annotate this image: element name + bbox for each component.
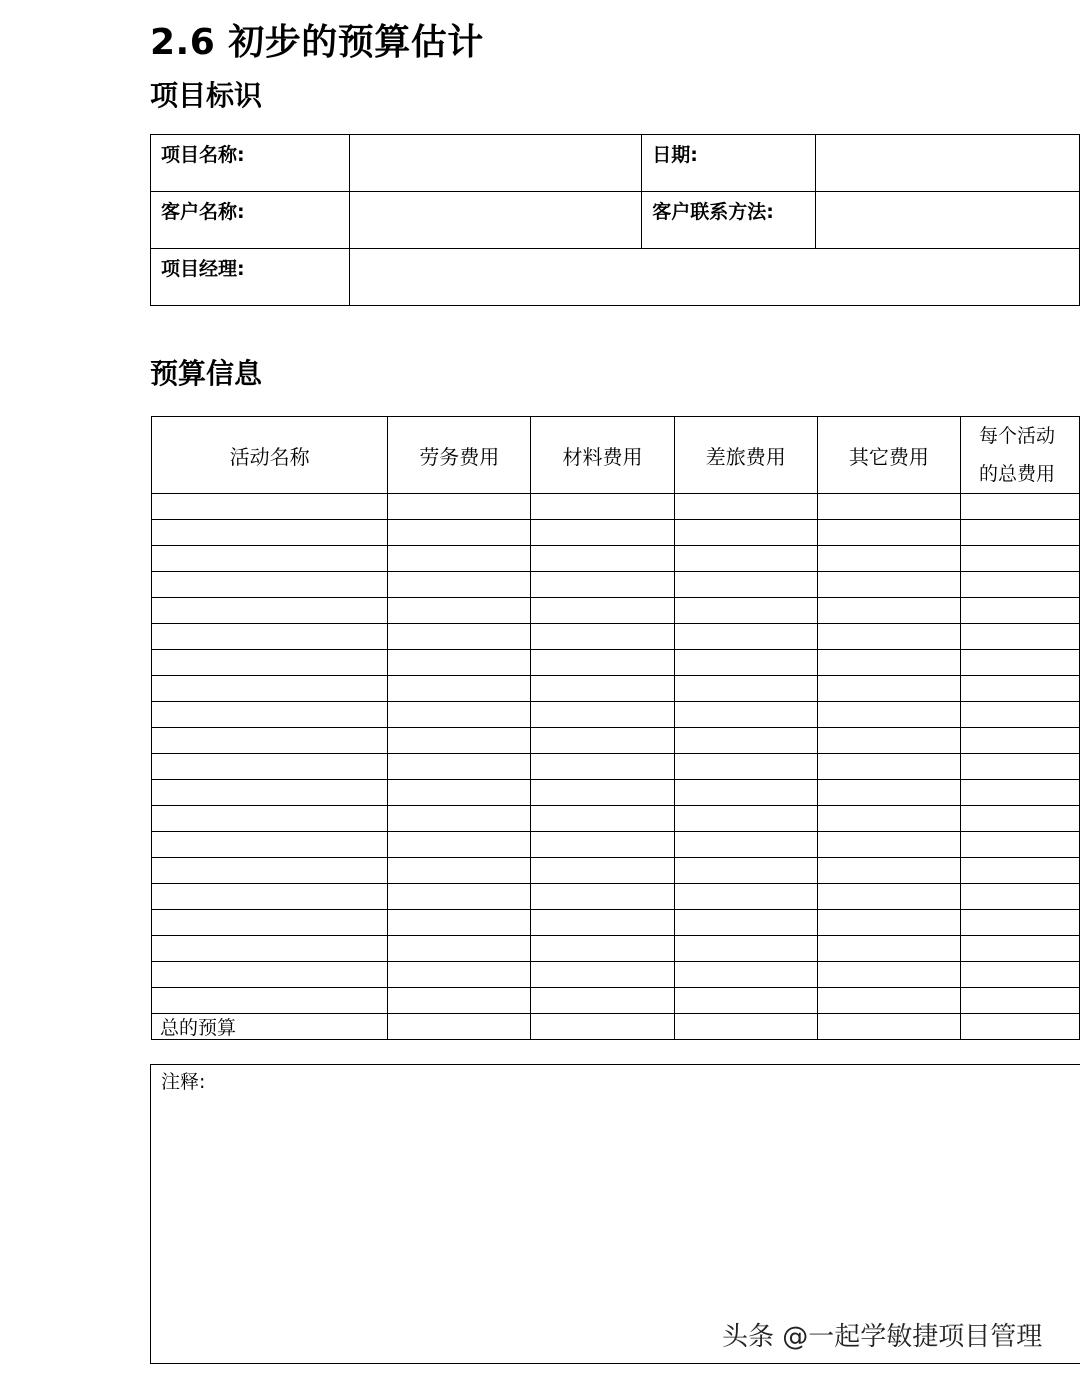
client-name-field[interactable]	[349, 192, 642, 249]
budget-cell[interactable]	[817, 962, 960, 988]
budget-cell[interactable]	[531, 832, 674, 858]
budget-cell[interactable]	[152, 598, 388, 624]
budget-cell[interactable]	[961, 572, 1080, 598]
budget-cell[interactable]	[961, 806, 1080, 832]
budget-cell[interactable]	[388, 650, 531, 676]
budget-cell[interactable]	[817, 702, 960, 728]
budget-cell[interactable]	[674, 598, 817, 624]
budget-cell[interactable]	[531, 598, 674, 624]
header-other-cost: 其它费用	[817, 417, 960, 494]
budget-cell[interactable]	[531, 962, 674, 988]
table-row	[152, 780, 1080, 806]
table-row	[152, 546, 1080, 572]
budget-cell[interactable]	[961, 754, 1080, 780]
budget-cell[interactable]	[817, 806, 960, 832]
budget-cell[interactable]	[817, 988, 960, 1014]
table-row	[152, 676, 1080, 702]
budget-cell[interactable]	[817, 520, 960, 546]
budget-cell[interactable]	[961, 988, 1080, 1014]
budget-cell[interactable]	[674, 494, 817, 520]
budget-cell[interactable]	[152, 728, 388, 754]
budget-cell[interactable]	[961, 780, 1080, 806]
budget-cell[interactable]	[674, 1014, 817, 1040]
budget-cell[interactable]	[388, 988, 531, 1014]
budget-cell[interactable]	[674, 832, 817, 858]
budget-cell[interactable]	[388, 520, 531, 546]
budget-cell[interactable]	[817, 780, 960, 806]
budget-cell[interactable]	[531, 858, 674, 884]
table-row	[152, 520, 1080, 546]
table-row	[151, 192, 1080, 249]
total-budget-label: 总的预算	[152, 1014, 388, 1040]
budget-cell[interactable]	[674, 806, 817, 832]
table-row	[152, 988, 1080, 1014]
budget-cell[interactable]	[674, 884, 817, 910]
table-header-row	[152, 417, 1080, 494]
budget-cell[interactable]	[531, 728, 674, 754]
budget-cell[interactable]	[152, 572, 388, 598]
header-travel-cost: 差旅费用	[674, 417, 817, 494]
budget-cell[interactable]	[152, 546, 388, 572]
budget-cell[interactable]	[152, 702, 388, 728]
table-row	[152, 910, 1080, 936]
watermark-text: 头条 @一起学敏捷项目管理	[722, 1322, 1043, 1352]
budget-cell[interactable]	[531, 806, 674, 832]
budget-cell[interactable]	[674, 728, 817, 754]
budget-cell[interactable]	[152, 988, 388, 1014]
budget-info-table	[151, 416, 1080, 1040]
budget-cell[interactable]	[817, 572, 960, 598]
budget-cell[interactable]	[531, 754, 674, 780]
budget-cell[interactable]	[817, 728, 960, 754]
budget-cell[interactable]	[531, 1014, 674, 1040]
budget-cell[interactable]	[961, 598, 1080, 624]
budget-cell[interactable]	[817, 650, 960, 676]
budget-cell[interactable]	[674, 858, 817, 884]
budget-cell[interactable]	[152, 624, 388, 650]
table-row	[152, 806, 1080, 832]
project-name-label: 项目名称:	[151, 135, 350, 192]
budget-cell[interactable]	[961, 546, 1080, 572]
budget-cell[interactable]	[388, 884, 531, 910]
budget-cell[interactable]	[152, 858, 388, 884]
budget-cell[interactable]	[817, 910, 960, 936]
table-row	[152, 936, 1080, 962]
budget-cell[interactable]	[531, 936, 674, 962]
budget-cell[interactable]	[674, 702, 817, 728]
budget-cell[interactable]	[152, 676, 388, 702]
budget-cell[interactable]	[152, 962, 388, 988]
table-row	[152, 832, 1080, 858]
budget-cell[interactable]	[961, 858, 1080, 884]
client-name-label: 客户名称:	[151, 192, 350, 249]
budget-cell[interactable]	[531, 624, 674, 650]
budget-cell[interactable]	[531, 546, 674, 572]
budget-cell[interactable]	[388, 806, 531, 832]
table-row	[152, 884, 1080, 910]
budget-cell[interactable]	[531, 650, 674, 676]
client-contact-field[interactable]	[816, 192, 1080, 249]
table-row	[152, 754, 1080, 780]
budget-cell[interactable]	[674, 572, 817, 598]
budget-cell[interactable]	[817, 936, 960, 962]
budget-cell[interactable]	[961, 832, 1080, 858]
budget-cell[interactable]	[961, 884, 1080, 910]
budget-cell[interactable]	[531, 494, 674, 520]
total-budget-row	[152, 1014, 1080, 1040]
budget-cell[interactable]	[388, 546, 531, 572]
budget-cell[interactable]	[817, 546, 960, 572]
budget-cell[interactable]	[674, 650, 817, 676]
header-material-cost: 材料费用	[531, 417, 674, 494]
header-activity-total-line1: 每个活动	[979, 425, 1056, 447]
budget-cell[interactable]	[388, 702, 531, 728]
project-identification-table	[150, 134, 1080, 306]
budget-cell[interactable]	[817, 754, 960, 780]
budget-cell[interactable]	[388, 676, 531, 702]
budget-cell[interactable]	[817, 1014, 960, 1040]
budget-cell[interactable]	[152, 494, 388, 520]
budget-cell[interactable]	[152, 884, 388, 910]
project-manager-label: 项目经理:	[151, 249, 350, 306]
budget-cell[interactable]	[961, 910, 1080, 936]
budget-cell[interactable]	[388, 936, 531, 962]
document-title: 2.6 初步的预算估计	[150, 22, 484, 63]
budget-cell[interactable]	[531, 676, 674, 702]
table-row	[151, 249, 1080, 306]
budget-cell[interactable]	[388, 494, 531, 520]
budget-cell[interactable]	[674, 988, 817, 1014]
budget-cell[interactable]	[388, 624, 531, 650]
table-row	[152, 624, 1080, 650]
budget-cell[interactable]	[152, 780, 388, 806]
budget-cell[interactable]	[531, 988, 674, 1014]
table-row	[152, 962, 1080, 988]
budget-cell[interactable]	[674, 754, 817, 780]
budget-cell[interactable]	[817, 858, 960, 884]
budget-cell[interactable]	[388, 910, 531, 936]
budget-cell[interactable]	[961, 1014, 1080, 1040]
header-activity-name: 活动名称	[152, 417, 388, 494]
budget-cell[interactable]	[531, 780, 674, 806]
header-activity-total-cost	[961, 417, 1080, 494]
budget-cell[interactable]	[817, 624, 960, 650]
budget-cell[interactable]	[388, 598, 531, 624]
date-field[interactable]	[816, 135, 1080, 192]
budget-cell[interactable]	[961, 936, 1080, 962]
budget-cell[interactable]	[531, 884, 674, 910]
budget-cell[interactable]	[961, 702, 1080, 728]
budget-cell[interactable]	[961, 728, 1080, 754]
budget-cell[interactable]	[817, 494, 960, 520]
budget-cell[interactable]	[674, 546, 817, 572]
budget-cell[interactable]	[961, 650, 1080, 676]
client-contact-label: 客户联系方法:	[642, 192, 816, 249]
table-row	[152, 572, 1080, 598]
budget-cell[interactable]	[388, 728, 531, 754]
budget-cell[interactable]	[388, 780, 531, 806]
header-labor-cost: 劳务费用	[388, 417, 531, 494]
budget-cell[interactable]	[388, 832, 531, 858]
budget-cell[interactable]	[152, 832, 388, 858]
budget-cell[interactable]	[674, 676, 817, 702]
table-row	[152, 728, 1080, 754]
budget-cell[interactable]	[152, 910, 388, 936]
budget-cell[interactable]	[531, 702, 674, 728]
table-row	[152, 598, 1080, 624]
notes-label: 注释:	[161, 1071, 206, 1093]
section-title-identification: 项目标识	[150, 79, 263, 112]
budget-cell[interactable]	[961, 494, 1080, 520]
budget-cell[interactable]	[152, 520, 388, 546]
budget-cell[interactable]	[674, 962, 817, 988]
budget-cell[interactable]	[152, 754, 388, 780]
table-row	[151, 135, 1080, 192]
table-row	[152, 858, 1080, 884]
budget-cell[interactable]	[961, 520, 1080, 546]
budget-cell[interactable]	[388, 858, 531, 884]
budget-cell[interactable]	[674, 780, 817, 806]
table-row	[152, 494, 1080, 520]
budget-cell[interactable]	[674, 624, 817, 650]
budget-cell[interactable]	[388, 962, 531, 988]
table-row	[152, 702, 1080, 728]
budget-cell[interactable]	[531, 520, 674, 546]
table-row	[152, 650, 1080, 676]
date-label: 日期:	[642, 135, 816, 192]
budget-cell[interactable]	[817, 676, 960, 702]
budget-cell[interactable]	[531, 572, 674, 598]
budget-cell[interactable]	[674, 520, 817, 546]
budget-cell[interactable]	[152, 806, 388, 832]
header-activity-total-line2: 的总费用	[979, 463, 1056, 485]
budget-cell[interactable]	[388, 754, 531, 780]
budget-cell[interactable]	[674, 936, 817, 962]
budget-cell[interactable]	[388, 572, 531, 598]
project-manager-field[interactable]	[349, 249, 1080, 306]
budget-cell[interactable]	[961, 962, 1080, 988]
budget-cell[interactable]	[817, 832, 960, 858]
budget-cell[interactable]	[388, 1014, 531, 1040]
budget-cell[interactable]	[674, 910, 817, 936]
project-name-field[interactable]	[349, 135, 642, 192]
budget-cell[interactable]	[961, 624, 1080, 650]
budget-cell[interactable]	[817, 598, 960, 624]
budget-cell[interactable]	[152, 650, 388, 676]
budget-cell[interactable]	[961, 676, 1080, 702]
section-title-budget: 预算信息	[150, 357, 263, 390]
budget-cell[interactable]	[531, 910, 674, 936]
budget-cell[interactable]	[152, 936, 388, 962]
budget-cell[interactable]	[817, 884, 960, 910]
